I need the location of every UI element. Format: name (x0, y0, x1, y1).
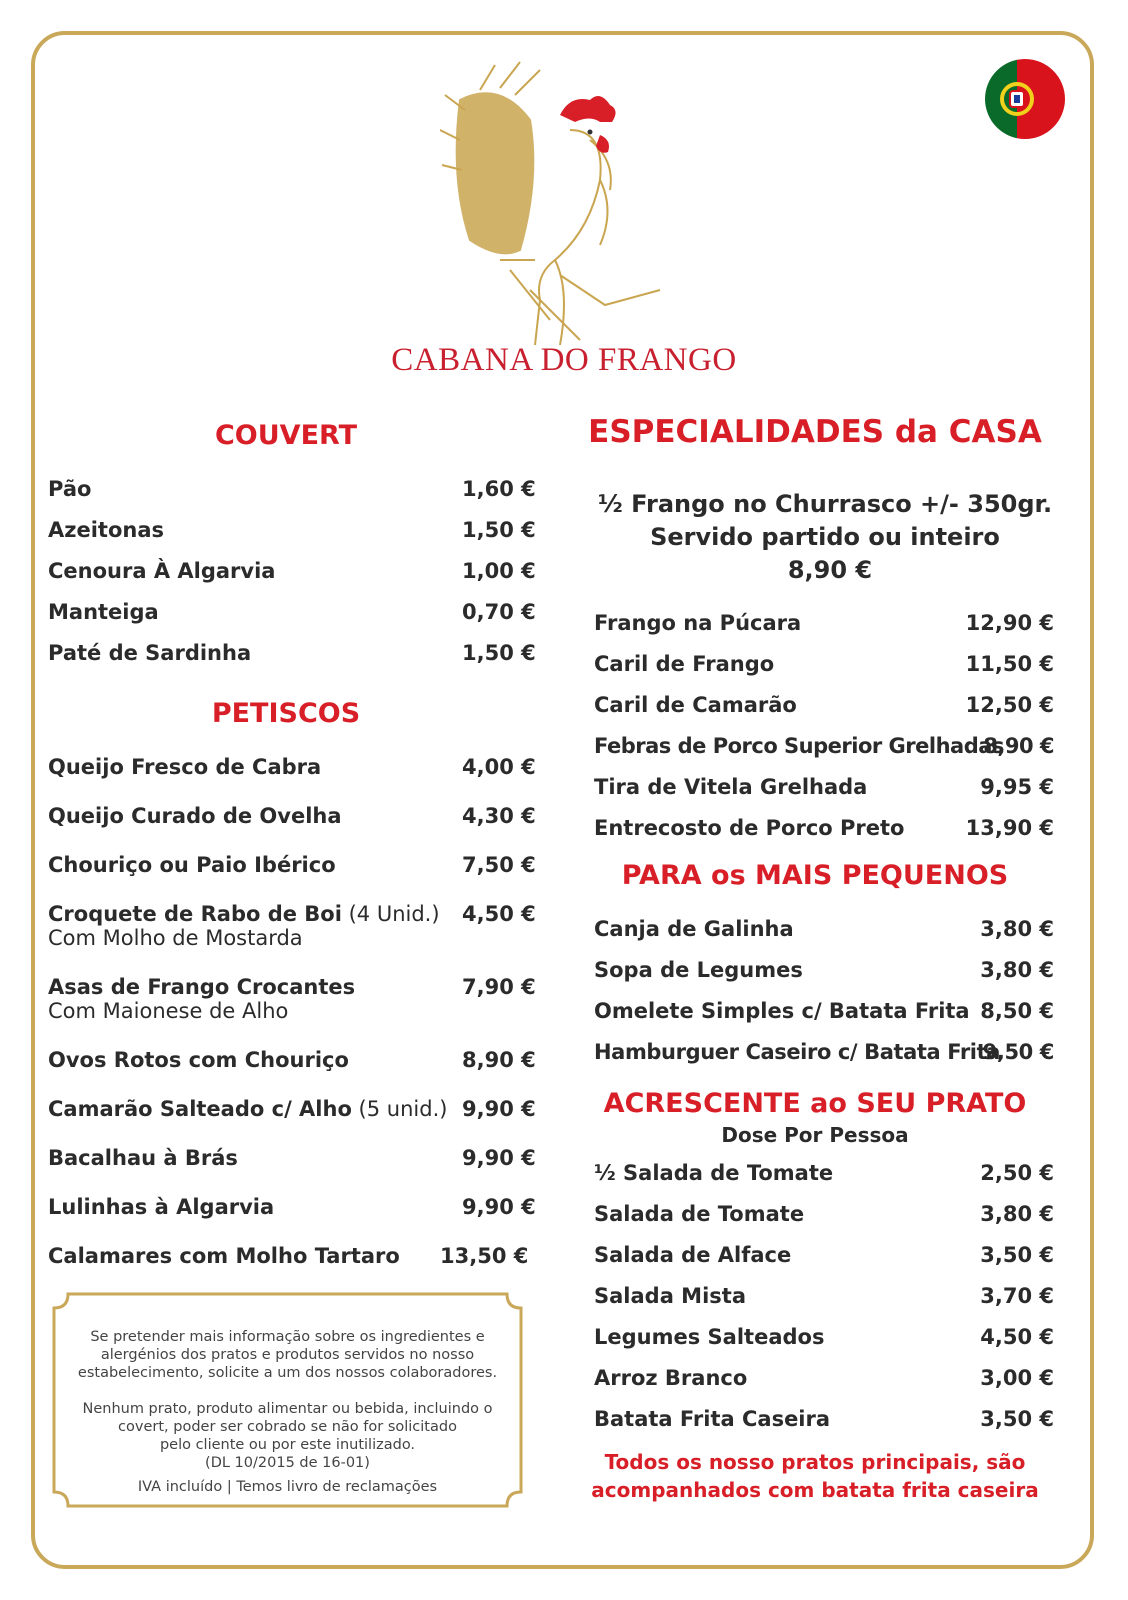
side-dish-note: Todos os nosso pratos principais, são acompanhados com batata frita caseira (591, 1450, 1039, 1502)
allergen-info-text: Se pretender mais informação sobre os ingredientes e alergénios dos pratos e produtos servidos no nosso estabelecimento, solicite a um dos nossos colaboradores. Nenhum prato, produto alimentar ou bebida, incluindo o covert, poder ser cobrado se não for solicitado pelo cliente ou por este inutilizado. (DL 10/2015 de 16-01) IVA incluído | Temos livro de reclamações (77, 1329, 498, 1495)
acrescente-title: ACRESCENTE ao SEU PRATO (603, 1088, 1027, 1119)
rooster-logo-icon (440, 60, 680, 345)
acrescente-subtitle: Dose Por Pessoa (721, 1123, 909, 1147)
restaurant-name: CABANA DO FRANGO (391, 342, 737, 378)
portugal-flag-icon (984, 58, 1066, 140)
pequenos-title: PARA os MAIS PEQUENOS (621, 860, 1009, 891)
petiscos-title: PETISCOS (211, 698, 361, 729)
featured-dish: ½ Frango no Churrasco +/- 350gr. Servido partido ou inteiro 8,90 € (597, 490, 1053, 584)
allergen-info-box (50, 1290, 525, 1510)
couvert-title: COUVERT (214, 420, 358, 451)
especialidades-title: ESPECIALIDADES da CASA (588, 414, 1042, 450)
